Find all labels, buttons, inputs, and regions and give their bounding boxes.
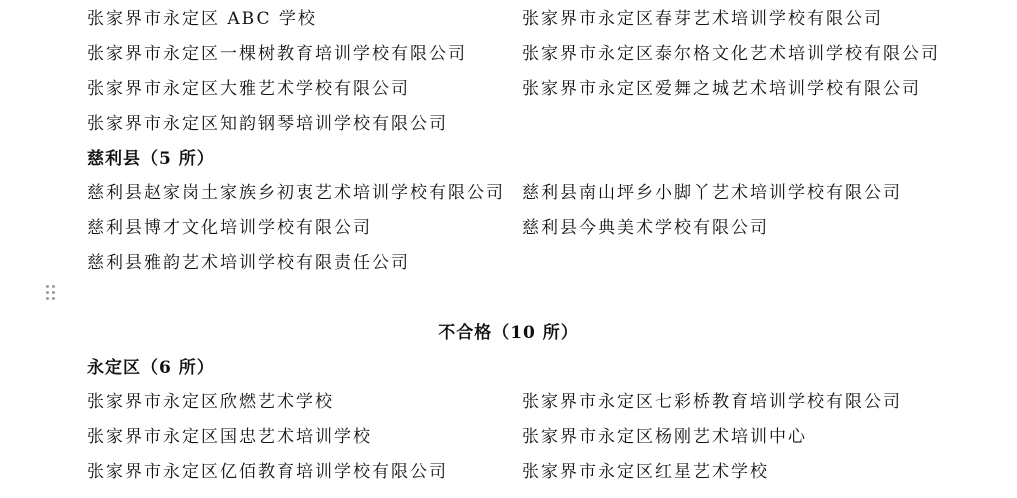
- school-name: 张家界市永定区红星艺术学校: [522, 462, 769, 482]
- school-name: 张家界市永定区杨刚艺术培训中心: [522, 427, 807, 447]
- school-name: 张家界市永定区泰尔格文化艺术培训学校有限公司: [522, 44, 940, 64]
- drag-handle-icon[interactable]: [46, 285, 56, 301]
- list-row: [0, 2, 1017, 36]
- school-name: 张家界市永定区亿佰教育培训学校有限公司: [87, 462, 448, 482]
- list-row: [0, 385, 1017, 419]
- section-heading-cili: 慈利县（5 所）: [87, 149, 215, 169]
- school-name: 慈利县博才文化培训学校有限公司: [87, 218, 372, 238]
- school-name: 张家界市永定区欣燃艺术学校: [87, 392, 334, 412]
- school-name: 张家界市永定区一棵树教育培训学校有限公司: [87, 44, 467, 64]
- list-row: [0, 176, 1017, 210]
- subsection-heading-yongding: 永定区（6 所）: [87, 358, 215, 378]
- school-name: 慈利县赵家岗土家族乡初衷艺术培训学校有限公司: [87, 183, 505, 203]
- school-name: 张家界市永定区国忠艺术培训学校: [87, 427, 372, 447]
- school-name: 张家界市永定区大雅艺术学校有限公司: [87, 79, 410, 99]
- school-name: 张家界市永定区爱舞之城艺术培训学校有限公司: [522, 79, 921, 99]
- list-row: [0, 246, 1017, 280]
- school-name: 张家界市永定区春芽艺术培训学校有限公司: [522, 9, 883, 29]
- section-heading-unqualified: 不合格（10 所）: [438, 323, 579, 343]
- list-row: [0, 455, 1017, 489]
- list-row: [0, 72, 1017, 106]
- school-name: 张家界市永定区 ABC 学校: [87, 9, 317, 29]
- list-row: [0, 420, 1017, 454]
- school-name: 慈利县雅韵艺术培训学校有限责任公司: [87, 253, 410, 273]
- school-name: 慈利县今典美术学校有限公司: [522, 218, 769, 238]
- school-name: 张家界市永定区七彩桥教育培训学校有限公司: [522, 392, 902, 412]
- list-row: [0, 211, 1017, 245]
- list-row: [0, 107, 1017, 141]
- school-name: 张家界市永定区知韵钢琴培训学校有限公司: [87, 114, 448, 134]
- list-row: [0, 37, 1017, 71]
- school-name: 慈利县南山坪乡小脚丫艺术培训学校有限公司: [522, 183, 902, 203]
